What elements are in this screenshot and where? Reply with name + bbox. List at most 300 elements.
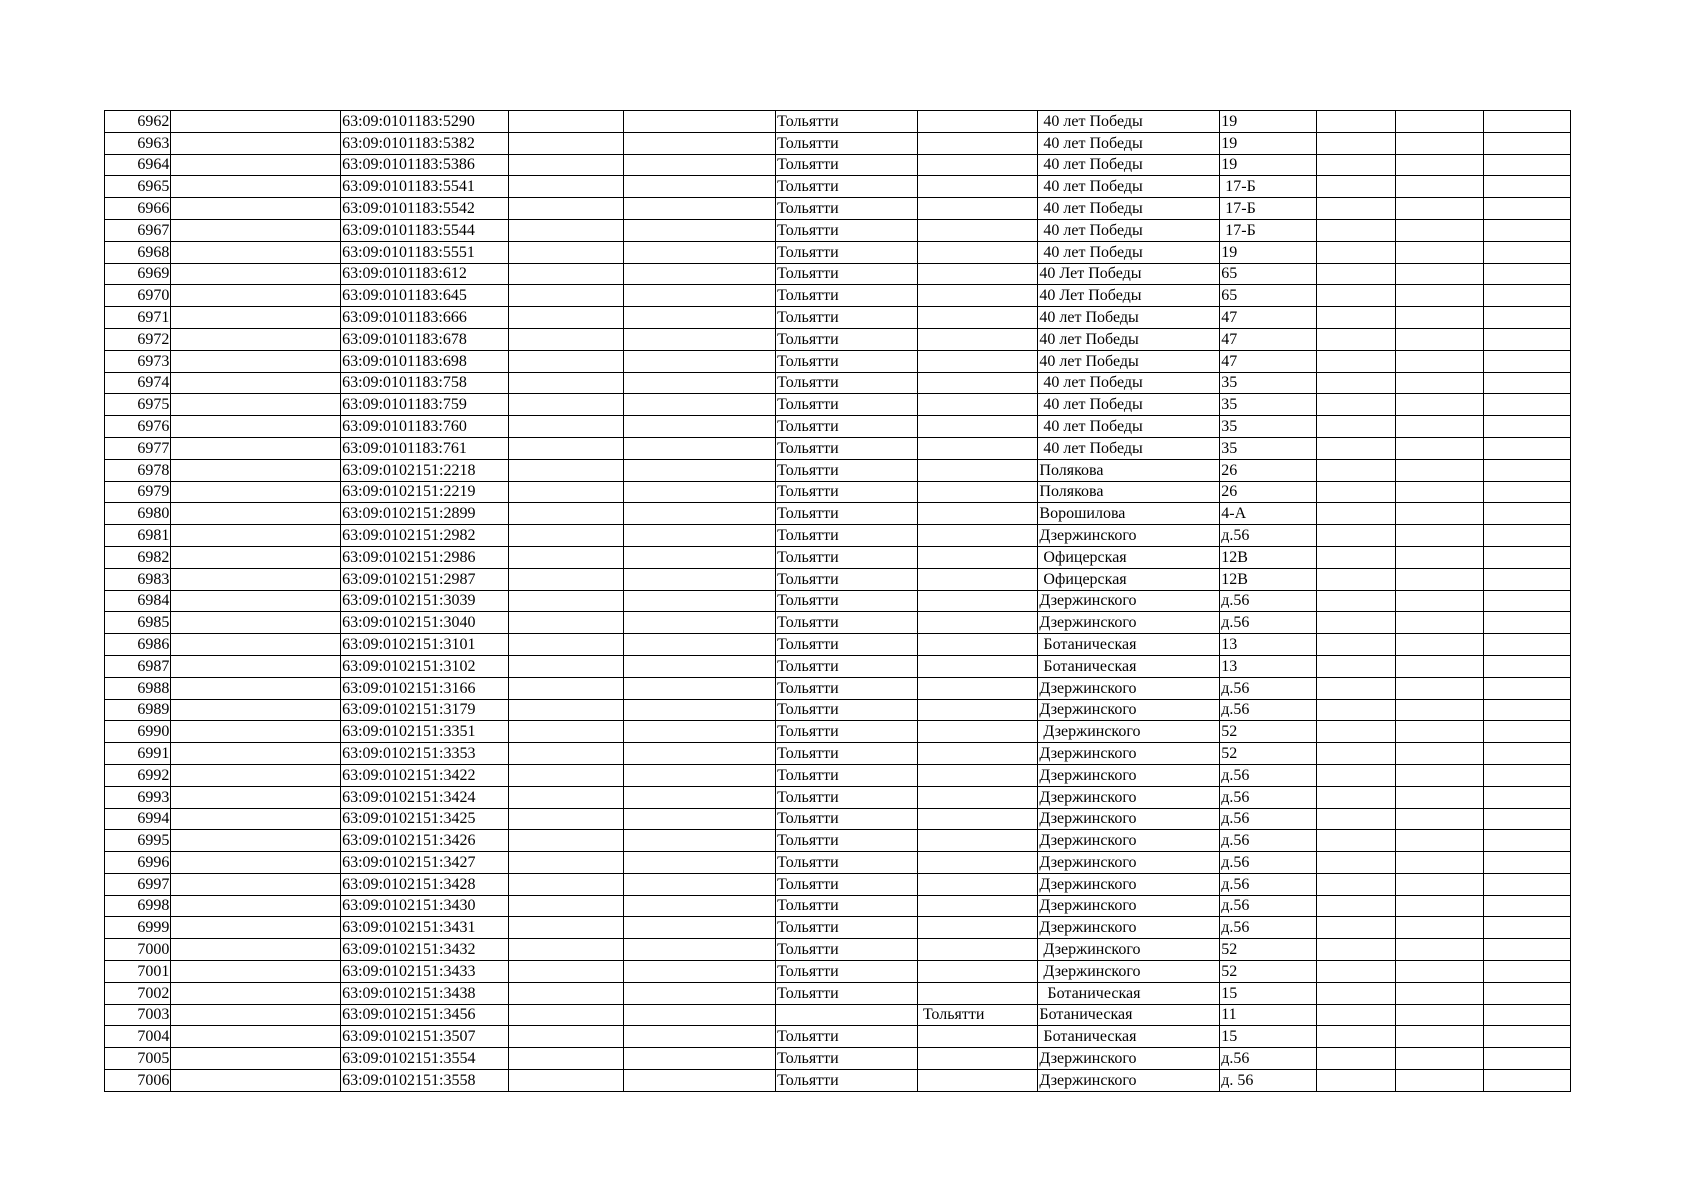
empty-cell <box>624 1070 776 1092</box>
street-cell: Дзержинского <box>1038 808 1220 830</box>
row-number-cell: 6971 <box>105 307 171 329</box>
empty-cell <box>1483 176 1571 198</box>
empty-cell <box>1316 1026 1395 1048</box>
empty-cell <box>508 350 624 372</box>
empty-cell <box>1483 154 1571 176</box>
table-row <box>105 982 1571 1004</box>
settlement-cell <box>917 961 1038 983</box>
empty-cell <box>1396 808 1483 830</box>
cadastral-number-cell: 63:09:0102151:3102 <box>341 655 509 677</box>
empty-cell <box>624 939 776 961</box>
cadastral-number-cell: 63:09:0101183:5290 <box>341 111 509 133</box>
empty-cell <box>1316 307 1395 329</box>
empty-cell <box>1396 721 1483 743</box>
empty-cell <box>508 437 624 459</box>
empty-cell <box>1483 939 1571 961</box>
house-number-cell: 15 <box>1220 1026 1316 1048</box>
empty-cell <box>171 939 341 961</box>
empty-cell <box>508 241 624 263</box>
house-number-cell: 65 <box>1220 285 1316 307</box>
table-row <box>105 176 1571 198</box>
street-cell: Дзержинского <box>1038 612 1220 634</box>
empty-cell <box>1483 437 1571 459</box>
empty-cell <box>624 219 776 241</box>
empty-cell <box>1396 285 1483 307</box>
table-row <box>105 852 1571 874</box>
settlement-cell <box>917 786 1038 808</box>
empty-cell <box>171 612 341 634</box>
table-row <box>105 198 1571 220</box>
empty-cell <box>508 699 624 721</box>
cadastral-number-cell: 63:09:0101183:758 <box>341 372 509 394</box>
street-cell: Дзержинского <box>1038 895 1220 917</box>
city-cell: Тольятти <box>776 721 918 743</box>
empty-cell <box>624 198 776 220</box>
empty-cell <box>624 328 776 350</box>
table-row <box>105 328 1571 350</box>
street-cell: Ботаническая <box>1038 634 1220 656</box>
cadastral-number-cell: 63:09:0102151:2899 <box>341 503 509 525</box>
row-number-cell: 6994 <box>105 808 171 830</box>
city-cell: Тольятти <box>776 917 918 939</box>
empty-cell <box>1316 743 1395 765</box>
empty-cell <box>1316 634 1395 656</box>
empty-cell <box>508 982 624 1004</box>
empty-cell <box>1396 634 1483 656</box>
table-row <box>105 111 1571 133</box>
empty-cell <box>624 699 776 721</box>
settlement-cell <box>917 525 1038 547</box>
table-row <box>105 917 1571 939</box>
empty-cell <box>624 416 776 438</box>
empty-cell <box>171 699 341 721</box>
street-cell: 40 Лет Победы <box>1038 263 1220 285</box>
settlement-cell <box>917 198 1038 220</box>
row-number-cell: 6999 <box>105 917 171 939</box>
house-number-cell: 19 <box>1220 154 1316 176</box>
city-cell: Тольятти <box>776 176 918 198</box>
empty-cell <box>1316 699 1395 721</box>
cadastral-number-cell: 63:09:0102151:3428 <box>341 873 509 895</box>
row-number-cell: 6966 <box>105 198 171 220</box>
empty-cell <box>171 590 341 612</box>
empty-cell <box>508 307 624 329</box>
empty-cell <box>1316 416 1395 438</box>
house-number-cell: 47 <box>1220 350 1316 372</box>
empty-cell <box>1483 525 1571 547</box>
city-cell: Тольятти <box>776 1026 918 1048</box>
cadastral-number-cell: 63:09:0102151:3424 <box>341 786 509 808</box>
settlement-cell <box>917 808 1038 830</box>
empty-cell <box>624 852 776 874</box>
empty-cell <box>1396 1048 1483 1070</box>
cadastral-number-cell: 63:09:0102151:2986 <box>341 546 509 568</box>
empty-cell <box>624 176 776 198</box>
empty-cell <box>508 764 624 786</box>
table-row <box>105 961 1571 983</box>
street-cell: Ботаническая <box>1038 982 1220 1004</box>
table-row <box>105 568 1571 590</box>
row-number-cell: 6972 <box>105 328 171 350</box>
empty-cell <box>1316 1048 1395 1070</box>
row-number-cell: 6991 <box>105 743 171 765</box>
settlement-cell <box>917 612 1038 634</box>
empty-cell <box>171 437 341 459</box>
street-cell: 40 лет Победы <box>1038 307 1220 329</box>
street-cell: Дзержинского <box>1038 1048 1220 1070</box>
empty-cell <box>1483 372 1571 394</box>
table-row <box>105 416 1571 438</box>
empty-cell <box>1396 459 1483 481</box>
empty-cell <box>1396 198 1483 220</box>
empty-cell <box>1316 263 1395 285</box>
empty-cell <box>1396 241 1483 263</box>
row-number-cell: 6978 <box>105 459 171 481</box>
table-row <box>105 285 1571 307</box>
empty-cell <box>1316 328 1395 350</box>
empty-cell <box>624 786 776 808</box>
empty-cell <box>171 568 341 590</box>
empty-cell <box>1316 132 1395 154</box>
empty-cell <box>508 459 624 481</box>
settlement-cell: Тольятти <box>917 1004 1038 1026</box>
empty-cell <box>1396 132 1483 154</box>
cadastral-number-cell: 63:09:0101183:5541 <box>341 176 509 198</box>
empty-cell <box>1396 111 1483 133</box>
empty-cell <box>508 525 624 547</box>
row-number-cell: 6985 <box>105 612 171 634</box>
empty-cell <box>171 263 341 285</box>
row-number-cell: 6980 <box>105 503 171 525</box>
empty-cell <box>171 830 341 852</box>
empty-cell <box>171 241 341 263</box>
empty-cell <box>1396 1026 1483 1048</box>
settlement-cell <box>917 1070 1038 1092</box>
cadastral-number-cell: 63:09:0101183:5551 <box>341 241 509 263</box>
settlement-cell <box>917 764 1038 786</box>
empty-cell <box>624 1004 776 1026</box>
house-number-cell: 19 <box>1220 111 1316 133</box>
empty-cell <box>508 503 624 525</box>
empty-cell <box>1396 873 1483 895</box>
settlement-cell <box>917 481 1038 503</box>
empty-cell <box>1396 830 1483 852</box>
empty-cell <box>1316 437 1395 459</box>
row-number-cell: 6974 <box>105 372 171 394</box>
empty-cell <box>1396 568 1483 590</box>
settlement-cell <box>917 307 1038 329</box>
settlement-cell <box>917 982 1038 1004</box>
empty-cell <box>624 459 776 481</box>
row-number-cell: 6977 <box>105 437 171 459</box>
settlement-cell <box>917 437 1038 459</box>
empty-cell <box>624 1048 776 1070</box>
empty-cell <box>508 808 624 830</box>
empty-cell <box>508 895 624 917</box>
empty-cell <box>1483 808 1571 830</box>
empty-cell <box>1316 350 1395 372</box>
empty-cell <box>1316 241 1395 263</box>
empty-cell <box>171 350 341 372</box>
empty-cell <box>1396 350 1483 372</box>
house-number-cell: д.56 <box>1220 873 1316 895</box>
street-cell: Полякова <box>1038 459 1220 481</box>
empty-cell <box>1396 612 1483 634</box>
row-number-cell: 6981 <box>105 525 171 547</box>
empty-cell <box>171 655 341 677</box>
empty-cell <box>171 873 341 895</box>
row-number-cell: 6984 <box>105 590 171 612</box>
city-cell: Тольятти <box>776 961 918 983</box>
row-number-cell: 6976 <box>105 416 171 438</box>
city-cell: Тольятти <box>776 982 918 1004</box>
cadastral-number-cell: 63:09:0102151:3426 <box>341 830 509 852</box>
cadastral-number-cell: 63:09:0102151:3438 <box>341 982 509 1004</box>
empty-cell <box>1396 176 1483 198</box>
settlement-cell <box>917 328 1038 350</box>
city-cell: Тольятти <box>776 895 918 917</box>
street-cell: Дзержинского <box>1038 677 1220 699</box>
row-number-cell: 6963 <box>105 132 171 154</box>
empty-cell <box>624 612 776 634</box>
empty-cell <box>508 786 624 808</box>
empty-cell <box>1483 263 1571 285</box>
settlement-cell <box>917 1026 1038 1048</box>
cadastral-number-cell: 63:09:0102151:3166 <box>341 677 509 699</box>
empty-cell <box>171 328 341 350</box>
table-row <box>105 459 1571 481</box>
table-row <box>105 132 1571 154</box>
settlement-cell <box>917 132 1038 154</box>
city-cell <box>776 1004 918 1026</box>
house-number-cell: д. 56 <box>1220 1070 1316 1092</box>
city-cell: Тольятти <box>776 808 918 830</box>
empty-cell <box>1483 1004 1571 1026</box>
table-row <box>105 546 1571 568</box>
cadastral-number-cell: 63:09:0102151:3431 <box>341 917 509 939</box>
table-row <box>105 612 1571 634</box>
empty-cell <box>171 394 341 416</box>
cadastral-number-cell: 63:09:0101183:678 <box>341 328 509 350</box>
table-row <box>105 503 1571 525</box>
empty-cell <box>171 111 341 133</box>
city-cell: Тольятти <box>776 198 918 220</box>
empty-cell <box>508 176 624 198</box>
empty-cell <box>1483 1026 1571 1048</box>
street-cell: Офицерская <box>1038 568 1220 590</box>
row-number-cell: 6989 <box>105 699 171 721</box>
house-number-cell: 4-А <box>1220 503 1316 525</box>
empty-cell <box>171 132 341 154</box>
empty-cell <box>171 677 341 699</box>
city-cell: Тольятти <box>776 154 918 176</box>
row-number-cell: 6964 <box>105 154 171 176</box>
table-row <box>105 241 1571 263</box>
empty-cell <box>1316 219 1395 241</box>
empty-cell <box>1396 394 1483 416</box>
table-row <box>105 219 1571 241</box>
empty-cell <box>624 503 776 525</box>
row-number-cell: 6996 <box>105 852 171 874</box>
empty-cell <box>508 721 624 743</box>
cadastral-number-cell: 63:09:0102151:3507 <box>341 1026 509 1048</box>
city-cell: Тольятти <box>776 939 918 961</box>
empty-cell <box>1316 982 1395 1004</box>
empty-cell <box>1396 852 1483 874</box>
empty-cell <box>1483 1070 1571 1092</box>
row-number-cell: 7003 <box>105 1004 171 1026</box>
cadastral-number-cell: 63:09:0102151:3430 <box>341 895 509 917</box>
empty-cell <box>1396 939 1483 961</box>
cadastral-number-cell: 63:09:0101183:5542 <box>341 198 509 220</box>
street-cell: Дзержинского <box>1038 852 1220 874</box>
table-row <box>105 154 1571 176</box>
empty-cell <box>508 590 624 612</box>
empty-cell <box>171 198 341 220</box>
empty-cell <box>508 481 624 503</box>
empty-cell <box>508 263 624 285</box>
empty-cell <box>171 219 341 241</box>
settlement-cell <box>917 568 1038 590</box>
house-number-cell: д.56 <box>1220 1048 1316 1070</box>
street-cell: 40 лет Победы <box>1038 219 1220 241</box>
settlement-cell <box>917 852 1038 874</box>
house-number-cell: 35 <box>1220 437 1316 459</box>
house-number-cell: 26 <box>1220 459 1316 481</box>
empty-cell <box>1483 677 1571 699</box>
empty-cell <box>1316 372 1395 394</box>
street-cell: 40 лет Победы <box>1038 111 1220 133</box>
settlement-cell <box>917 394 1038 416</box>
empty-cell <box>1316 198 1395 220</box>
empty-cell <box>624 655 776 677</box>
empty-cell <box>624 961 776 983</box>
empty-cell <box>508 743 624 765</box>
empty-cell <box>1483 612 1571 634</box>
city-cell: Тольятти <box>776 132 918 154</box>
empty-cell <box>508 285 624 307</box>
empty-cell <box>1316 285 1395 307</box>
settlement-cell <box>917 111 1038 133</box>
settlement-cell <box>917 743 1038 765</box>
empty-cell <box>171 307 341 329</box>
empty-cell <box>508 612 624 634</box>
row-number-cell: 6998 <box>105 895 171 917</box>
table-row <box>105 808 1571 830</box>
row-number-cell: 7006 <box>105 1070 171 1092</box>
table-row <box>105 764 1571 786</box>
street-cell: 40 лет Победы <box>1038 394 1220 416</box>
empty-cell <box>171 961 341 983</box>
table-row <box>105 1048 1571 1070</box>
empty-cell <box>508 372 624 394</box>
cadastral-number-cell: 63:09:0102151:3179 <box>341 699 509 721</box>
row-number-cell: 6986 <box>105 634 171 656</box>
empty-cell <box>1396 481 1483 503</box>
house-number-cell: д.56 <box>1220 525 1316 547</box>
empty-cell <box>1483 721 1571 743</box>
empty-cell <box>1316 655 1395 677</box>
empty-cell <box>1483 307 1571 329</box>
table-row <box>105 721 1571 743</box>
empty-cell <box>624 285 776 307</box>
table-row <box>105 1070 1571 1092</box>
house-number-cell: 52 <box>1220 721 1316 743</box>
cadastral-number-cell: 63:09:0102151:2982 <box>341 525 509 547</box>
house-number-cell: 35 <box>1220 372 1316 394</box>
empty-cell <box>1483 786 1571 808</box>
settlement-cell <box>917 677 1038 699</box>
empty-cell <box>1483 568 1571 590</box>
empty-cell <box>508 873 624 895</box>
empty-cell <box>624 307 776 329</box>
empty-cell <box>1483 982 1571 1004</box>
empty-cell <box>171 176 341 198</box>
empty-cell <box>508 634 624 656</box>
empty-cell <box>1483 481 1571 503</box>
house-number-cell: 17-Б <box>1220 198 1316 220</box>
empty-cell <box>1483 699 1571 721</box>
empty-cell <box>508 198 624 220</box>
empty-cell <box>624 1026 776 1048</box>
settlement-cell <box>917 590 1038 612</box>
empty-cell <box>1316 895 1395 917</box>
empty-cell <box>508 132 624 154</box>
empty-cell <box>1483 873 1571 895</box>
empty-cell <box>1483 852 1571 874</box>
cadastral-number-cell: 63:09:0101183:760 <box>341 416 509 438</box>
empty-cell <box>1483 350 1571 372</box>
city-cell: Тольятти <box>776 743 918 765</box>
table-row <box>105 873 1571 895</box>
empty-cell <box>1316 568 1395 590</box>
street-cell: Дзержинского <box>1038 764 1220 786</box>
empty-cell <box>1396 307 1483 329</box>
street-cell: Полякова <box>1038 481 1220 503</box>
empty-cell <box>1316 1070 1395 1092</box>
table-row <box>105 590 1571 612</box>
empty-cell <box>1396 328 1483 350</box>
empty-cell <box>1316 459 1395 481</box>
settlement-cell <box>917 219 1038 241</box>
settlement-cell <box>917 263 1038 285</box>
city-cell: Тольятти <box>776 219 918 241</box>
cadastral-number-cell: 63:09:0101183:761 <box>341 437 509 459</box>
empty-cell <box>1316 590 1395 612</box>
house-number-cell: д.56 <box>1220 895 1316 917</box>
empty-cell <box>1316 546 1395 568</box>
cadastral-number-cell: 63:09:0102151:3040 <box>341 612 509 634</box>
row-number-cell: 6965 <box>105 176 171 198</box>
settlement-cell <box>917 285 1038 307</box>
empty-cell <box>624 743 776 765</box>
city-cell: Тольятти <box>776 655 918 677</box>
table-row <box>105 394 1571 416</box>
empty-cell <box>1396 1004 1483 1026</box>
city-cell: Тольятти <box>776 677 918 699</box>
table-row <box>105 634 1571 656</box>
empty-cell <box>1316 1004 1395 1026</box>
street-cell: Дзержинского <box>1038 721 1220 743</box>
empty-cell <box>1483 416 1571 438</box>
empty-cell <box>1483 111 1571 133</box>
city-cell: Тольятти <box>776 307 918 329</box>
empty-cell <box>171 1048 341 1070</box>
street-cell: Дзержинского <box>1038 699 1220 721</box>
cadastral-number-cell: 63:09:0102151:3558 <box>341 1070 509 1092</box>
house-number-cell: д.56 <box>1220 786 1316 808</box>
empty-cell <box>624 808 776 830</box>
